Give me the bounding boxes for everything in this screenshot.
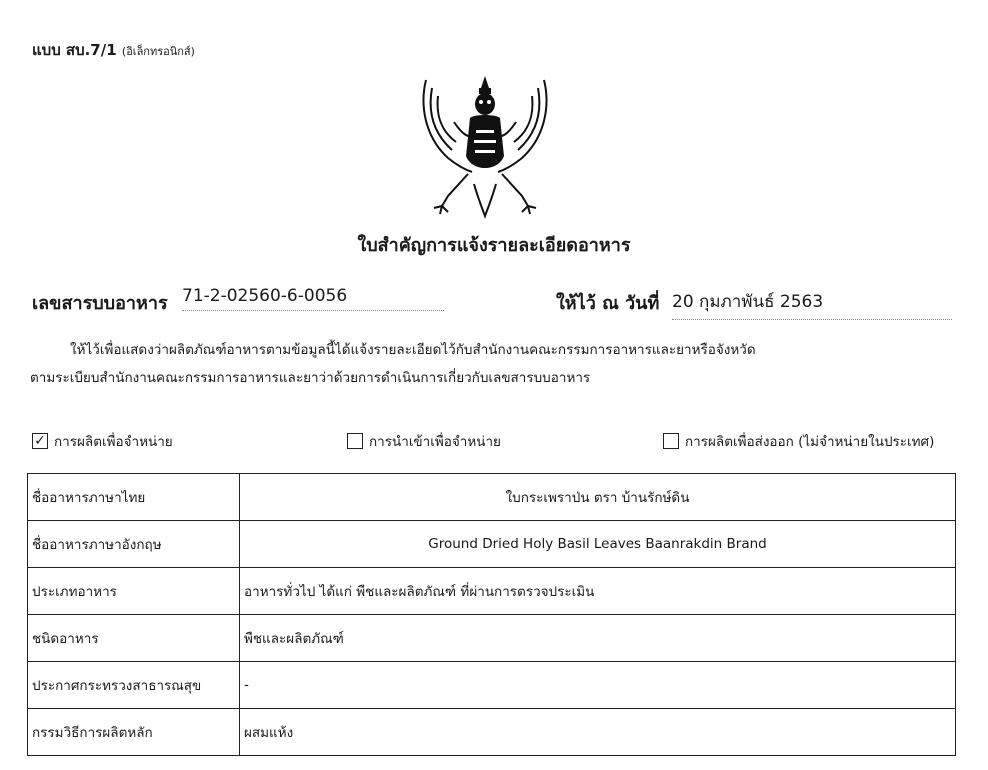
- row-label: ชื่ออาหารภาษาอังกฤษ: [28, 521, 240, 568]
- row-label: ชนิดอาหาร: [28, 615, 240, 662]
- date-label: ให้ไว้ ณ วันที่: [556, 293, 660, 314]
- registration-number: 71-2-02560-6-0056: [182, 286, 444, 311]
- form-code-sub: (อิเล็กทรอนิกส์): [121, 45, 195, 58]
- statement-line-1: ให้ไว้เพื่อแสดงว่าผลิตภัณฑ์อาหารตามข้อมูลนี้ได้แจ้งรายละเอียดไว้กับสำนักงานคณะกรรมการอาหารและยาหรือจังหวัด: [70, 342, 756, 358]
- garuda-emblem-icon: [418, 74, 552, 220]
- table-row: [28, 662, 956, 709]
- row-label: ประกาศกระทรวงสาธารณสุข: [28, 662, 240, 709]
- issue-date: 20 กุมภาพันธ์ 2563: [672, 288, 952, 320]
- checkbox-label: การผลิตเพื่อจำหน่าย: [54, 434, 173, 450]
- announcement-value: -: [240, 662, 956, 709]
- table-row: [28, 709, 956, 756]
- checkbox-label: การนำเข้าเพื่อจำหน่าย: [369, 434, 501, 450]
- statement-line-2: ตามระเบียบสำนักงานคณะกรรมการอาหารและยาว่าด้วยการดำเนินการเกี่ยวกับเลขสารบบอาหาร: [30, 370, 591, 386]
- row-label: ชื่ออาหารภาษาไทย: [28, 474, 240, 521]
- checkbox-unchecked-icon: [663, 433, 679, 449]
- registration-label: เลขสารบบอาหาร: [32, 293, 168, 314]
- english-name-value: Ground Dried Holy Basil Leaves Baanrakdin Brand: [240, 521, 956, 568]
- table-row: [28, 521, 956, 568]
- row-label: ประเภทอาหาร: [28, 568, 240, 615]
- table-row: [28, 568, 956, 615]
- checkbox-import-for-sale: [347, 430, 501, 452]
- checkbox-label: การผลิตเพื่อส่งออก (ไม่จำหน่ายในประเทศ): [685, 434, 935, 450]
- form-code-main: แบบ สบ.7/1: [32, 41, 117, 59]
- food-type-value: พืชและผลิตภัณฑ์: [240, 615, 956, 662]
- form-code: [32, 38, 195, 62]
- checkbox-checked-icon: ✓: [32, 433, 48, 449]
- food-category-value: อาหารทั่วไป ได้แก่ พืชและผลิตภัณฑ์ ที่ผ่านการตรวจประเมิน: [240, 568, 956, 615]
- checkbox-production-for-sale: [32, 430, 173, 452]
- checkbox-unchecked-icon: [347, 433, 363, 449]
- document-title: ใบสำคัญการแจ้งรายละเอียดอาหาร: [357, 235, 631, 256]
- row-label: กรรมวิธีการผลิตหลัก: [28, 709, 240, 756]
- thai-name-value: ใบกระเพราป่น ตรา บ้านรักษ์ดิน: [240, 474, 956, 521]
- food-detail-table: [27, 473, 956, 756]
- checkbox-export-only: [663, 430, 934, 452]
- table-row: [28, 615, 956, 662]
- production-method-value: ผสมแห้ง: [240, 709, 956, 756]
- table-row: [28, 474, 956, 521]
